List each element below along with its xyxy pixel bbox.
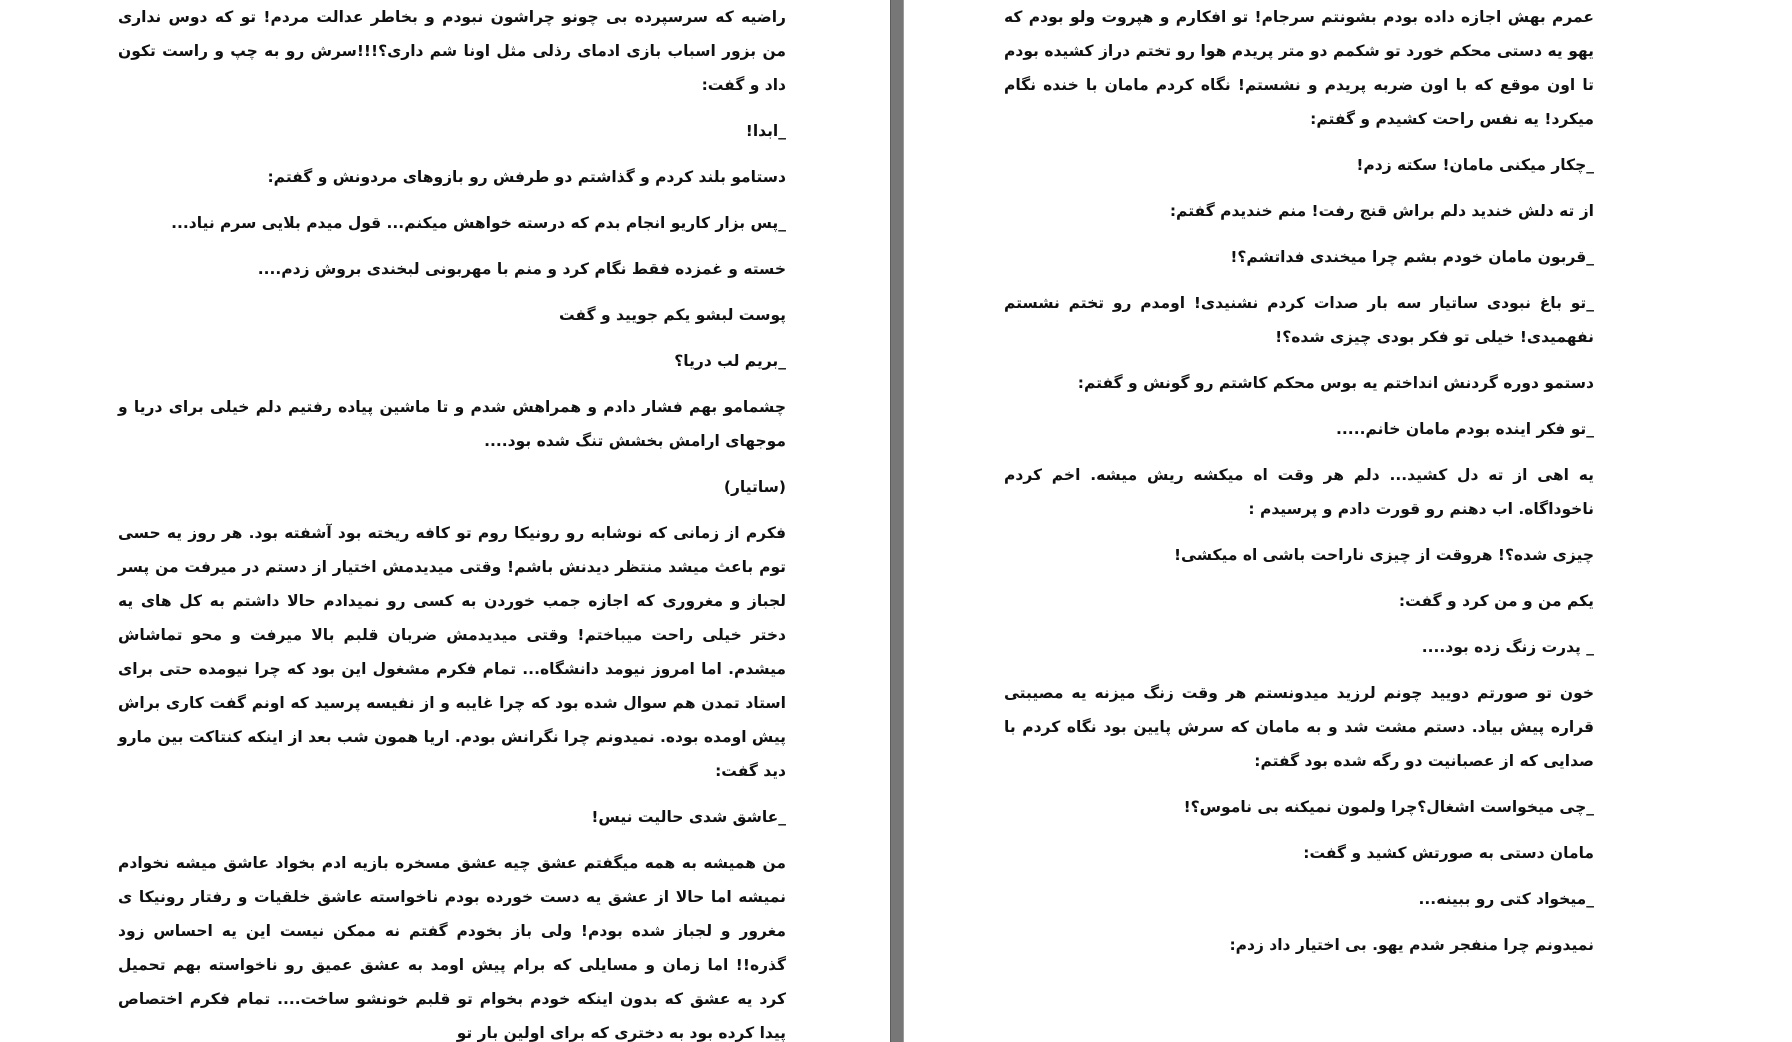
- paragraph: _بریم لب دریا؟: [674, 352, 786, 370]
- paragraph: فکرم از زمانی که نوشابه رو رونیکا روم تو کافه ریخته بود آشفته بود. هر روز یه حسی توم باعث میشد منتظر دیدنش باشم! وقتی میدیدمش اختیار از دستم در میرفت من پسر لجباز و مغروری که اجازه جمب خوردن به کسی رو نمیدادم حالا داشتم به کل های یه دختر خیلی راحت میباختم! وقتی میدیدمش ضربان قلبم بالا میرفت و محو تماشاش میشدم. اما امروز نیومد دانشگاه... تمام فکرم مشغول این بود که چرا نیومده حتی برای استاد تمدن هم سوال شده بود که چرا غایبه و از نفیسه پرسید که اونم گفت کاری براش پیش اومده بوده. نمیدونم چرا نگرانش بودم. اریا همون شب بعد از اینکه کنتاکت بین مارو دید گفت:: [118, 524, 786, 780]
- left-page: [0, 0, 890, 1042]
- paragraph: خسته و غمزده فقط نگام کرد و منم با مهربونی لبخندی بروش زدم....: [257, 260, 786, 278]
- paragraph: _ پدرت زنگ زده بود....: [1421, 638, 1594, 656]
- paragraph: من همیشه به همه میگفتم عشق چیه عشق مسخره بازیه ادم بخواد عاشق میشه نخوادم نمیشه اما حالا از عشق یه دست خورده بودم ناخواسته عاشق خلقیات و رفتار رونیکا ی مغرور و لجباز شده بودم! ولی باز بخودم گفتم نه ممکن نیست این یه احساس زود گذره!! اما زمان و مسایلی که برام پیش اومد به عشق عمیق رو ناخواسته بهم تحمیل کرد یه عشق که بدون اینکه خودم بخوام تو قلبم خونشو ساخت.... تمام فکرم اختصاص پیدا کرده بود به دختری که برای اولین بار تو: [118, 854, 786, 1042]
- paragraph: نمیدونم چرا منفجر شدم یهو. بی اختیار داد زدم:: [1229, 936, 1594, 954]
- left-page-text: [118, 0, 786, 1042]
- paragraph: _میخواد کتی رو ببینه...: [1418, 890, 1594, 908]
- paragraph: عمرم بهش اجازه داده بودم بشونتم سرجام! تو افکارم و هپروت ولو بودم که یهو یه دستی محکم خورد تو شکمم دو متر پریدم هوا رو تختم دراز کشیده بودم تا اون موقع که با اون ضربه پریدم و نشستم! نگاه کردم مامان با خنده نگام میکرد! یه نفس راحت کشیدم و گفتم:: [1004, 8, 1594, 128]
- right-page: [904, 0, 1792, 1042]
- paragraph: _تو فکر اینده بودم مامان خانم.....: [1336, 420, 1594, 438]
- section-heading: (ساتیار): [723, 478, 786, 496]
- paragraph: از ته دلش خندید دلم براش قنج رفت! منم خندیدم گفتم:: [1169, 202, 1594, 220]
- paragraph: _چکار میکنی مامان! سکته زدم!: [1356, 156, 1594, 174]
- paragraph: راضیه که سرسپرده بی چونو چراشون نبودم و بخاطر عدالت مردم! تو که دوس نداری من بزور اسباب بازی ادمای رذلی مثل اونا شم داری؟!!!سرش رو به چپ و راست تکون داد و گفت:: [118, 8, 786, 94]
- paragraph: _ابدا!: [745, 122, 786, 140]
- right-page-text: [1004, 0, 1594, 974]
- paragraph: پوست لبشو یکم جویید و گفت: [559, 306, 786, 324]
- paragraph: چشمامو بهم فشار دادم و همراهش شدم و تا ماشین پیاده رفتیم دلم خیلی برای دریا و موجهای ارامش بخشش تنگ شده بود....: [118, 398, 786, 450]
- paragraph: _عاشق شدی حالیت نیس!: [591, 808, 786, 826]
- paragraph: یکم من و من کرد و گفت:: [1398, 592, 1594, 610]
- paragraph: _تو باغ نبودی ساتیار سه بار صدات کردم نشنیدی! اومدم رو تختم نشستم نفهمیدی! خیلی تو فکر بودی چیزی شده؟!: [1004, 294, 1594, 346]
- paragraph: _پس بزار کاریو انجام بدم که درسته خواهش میکنم... قول میدم بلایی سرم نیاد...: [171, 214, 786, 232]
- paragraph: _قربون مامان خودم بشم چرا میخندی فداتشم؟!: [1230, 248, 1594, 266]
- paragraph: دستمو دوره گردنش انداختم یه بوس محکم کاشتم رو گونش و گفتم:: [1077, 374, 1594, 392]
- page-divider: [890, 0, 904, 1042]
- paragraph: خون تو صورتم دویید چونم لرزید میدونستم هر وقت زنگ میزنه یه مصیبتی قراره پیش بیاد. دستم مشت شد و به مامان که سرش پایین بود نگاه کردم با صدایی که از عصبانیت دو رگه شده بود گفتم:: [1004, 684, 1594, 770]
- paragraph: چیزی شده؟! هروقت از چیزی ناراحت باشی اه میکشی!: [1173, 546, 1594, 564]
- paragraph: مامان دستی به صورتش کشید و گفت:: [1303, 844, 1594, 862]
- paragraph: _چی میخواست اشغال؟چرا ولمون نمیکنه بی ناموس؟!: [1183, 798, 1594, 816]
- paragraph: یه اهی از ته دل کشید... دلم هر وقت اه میکشه ریش میشه. اخم کردم ناخوداگاه. اب دهنم رو قورت دادم و پرسیدم :: [1004, 466, 1594, 518]
- paragraph: دستامو بلند کردم و گذاشتم دو طرفش رو بازوهای مردونش و گفتم:: [267, 168, 786, 186]
